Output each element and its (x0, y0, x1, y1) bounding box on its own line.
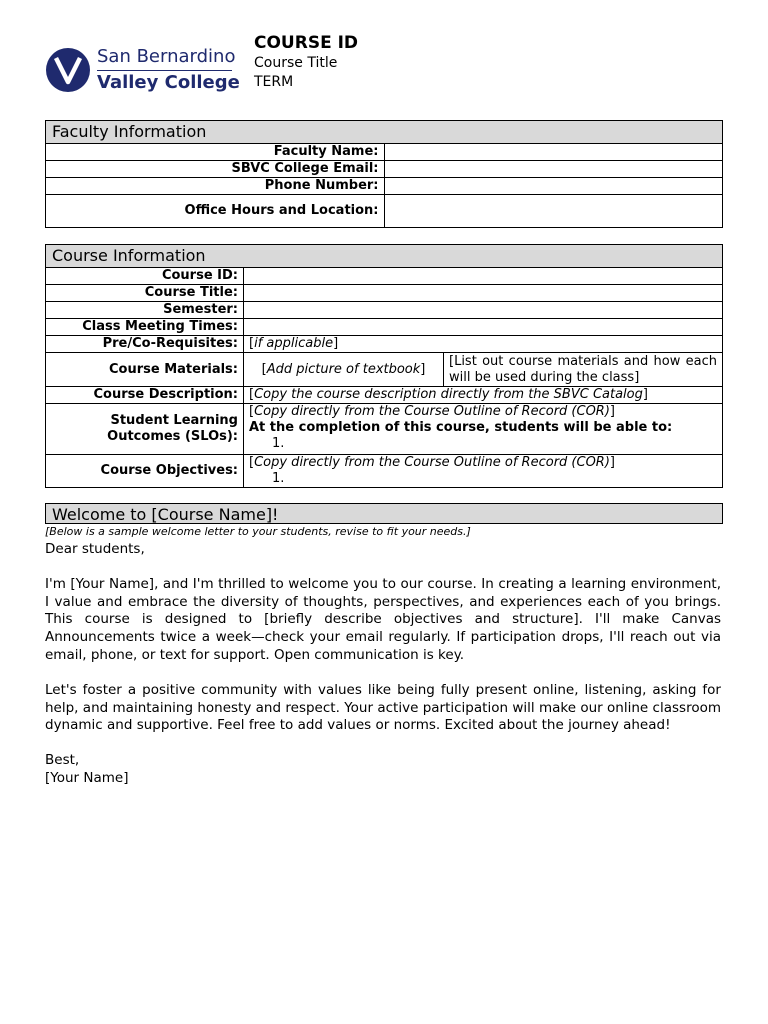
faculty-name-value[interactable] (384, 144, 723, 161)
welcome-note: [Below is a sample welcome letter to your students, revise to fit your needs.] (45, 525, 471, 538)
meeting-times-value[interactable] (244, 319, 723, 336)
welcome-note-text: Below is a sample welcome letter to your students, revise to fit your needs. (49, 525, 467, 538)
course-id-label: Course ID: (46, 268, 244, 285)
description-value[interactable]: [Copy the course description directly from the SBVC Catalog] (244, 387, 723, 404)
slos-label: Student Learning Outcomes (SLOs): (46, 404, 244, 455)
college-logo-mark-icon (46, 48, 90, 92)
logo-divider (97, 70, 232, 71)
office-hours-value[interactable] (384, 195, 723, 228)
welcome-section-title: Welcome to [Course Name]! (45, 503, 723, 524)
letter-paragraph-2: Let's foster a positive community with values like being fully present online, listening, asking for help, and maintaining honesty and respect. Your active participation will make our online classroom dynamic and supportive. Feel free to add values or norms. Excited about the journey ahead! (45, 681, 721, 734)
prereqs-placeholder: if applicable (254, 336, 334, 351)
objectives-copy-placeholder: Copy directly from the Course Outline of Record (COR) (254, 455, 610, 470)
meeting-times-label: Class Meeting Times: (46, 319, 244, 336)
phone-number-value[interactable] (384, 178, 723, 195)
course-section-title: Course Information (46, 245, 723, 268)
letter-signoff: Best, (45, 752, 80, 769)
slos-list-item: 1. (272, 436, 285, 451)
objectives-list-item: 1. (272, 471, 285, 486)
logo-text-line2: Valley College (97, 72, 240, 93)
description-label: Course Description: (46, 387, 244, 404)
materials-list-placeholder: List out course materials and how each will be used during the class (449, 353, 717, 385)
faculty-information-table (45, 120, 723, 228)
letter-signature: [Your Name] (45, 769, 129, 786)
term-heading: TERM (254, 74, 294, 90)
materials-label: Course Materials: (46, 353, 244, 387)
faculty-name-label: Faculty Name: (46, 144, 385, 161)
college-email-label: SBVC College Email: (46, 161, 385, 178)
letter-paragraph-1: I'm [Your Name], and I'm thrilled to welcome you to our course. In creating a learning environment, I value and embrace the diversity of thoughts, perspectives, and experiences each of you brings. This course is designed to [briefly describe objectives and structure]. I'll make Canvas Announcements twice a week—check your email regularly. If participation drops, I'll reach out via email, phone, or text for support. Open communication is key. (45, 575, 721, 663)
document-header (46, 32, 726, 102)
objectives-value[interactable]: [Copy directly from the Course Outline of Record (COR)] 1. (244, 455, 723, 488)
prereqs-value[interactable]: [if applicable] (244, 336, 723, 353)
course-heading (254, 32, 358, 92)
office-hours-label: Office Hours and Location: (46, 195, 385, 228)
semester-label: Semester: (46, 302, 244, 319)
letter-greeting: Dear students, (45, 541, 145, 557)
college-logo (46, 46, 246, 98)
prereqs-label: Pre/Co-Requisites: (46, 336, 244, 353)
course-id-value[interactable] (244, 268, 723, 285)
course-title-label: Course Title: (46, 285, 244, 302)
materials-list-cell[interactable]: [List out course materials and how each will be used during the class] (444, 353, 723, 387)
course-title-heading: Course Title (254, 55, 338, 71)
semester-value[interactable] (244, 302, 723, 319)
course-information-table (45, 244, 723, 488)
course-title-value[interactable] (244, 285, 723, 302)
materials-picture-placeholder: Add picture of textbook (266, 361, 421, 377)
faculty-section-title: Faculty Information (46, 121, 723, 144)
phone-number-label: Phone Number: (46, 178, 385, 195)
slos-lead-text: At the completion of this course, students will be able to: (249, 420, 673, 435)
college-email-value[interactable] (384, 161, 723, 178)
welcome-letter (45, 541, 721, 788)
slos-copy-placeholder: Copy directly from the Course Outline of Record (COR) (254, 404, 610, 419)
objectives-label: Course Objectives: (46, 455, 244, 488)
slos-value[interactable]: [Copy directly from the Course Outline of Record (COR)] At the completion of this course, students will be able to: 1. (244, 404, 723, 455)
course-id-heading: COURSE ID (254, 33, 359, 53)
logo-text-line1: San Bernardino (97, 46, 236, 67)
materials-picture-cell[interactable]: [Add picture of textbook] (244, 353, 444, 387)
description-placeholder: Copy the course description directly from the SBVC Catalog (254, 387, 643, 402)
